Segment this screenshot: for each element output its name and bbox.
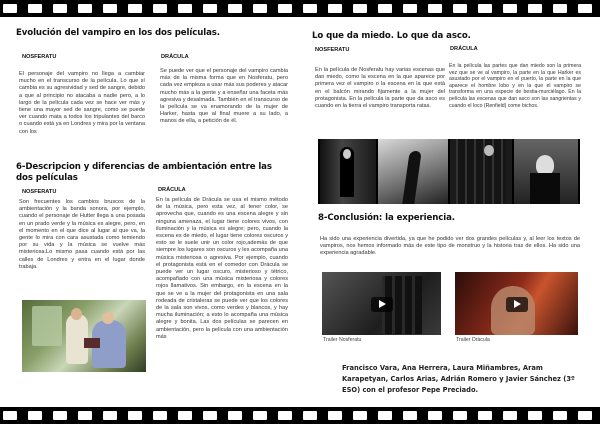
film-hole	[578, 4, 592, 13]
video-trailer-nosferatu[interactable]	[322, 272, 441, 335]
film-hole	[278, 411, 292, 420]
play-icon[interactable]	[506, 297, 528, 312]
film-hole	[128, 4, 142, 13]
film-hole	[353, 4, 367, 13]
nosferatu-still-3	[450, 139, 512, 204]
section-title-miedo: Lo que da miedo. Lo que da asco.	[312, 31, 471, 41]
film-hole	[203, 411, 217, 420]
dracula-scene-photo	[22, 300, 146, 372]
film-holes	[3, 411, 600, 420]
film-holes	[3, 4, 600, 13]
film-hole	[53, 411, 67, 420]
nosferatu-evolucion-text: El personaje del vampiro no llega a cambiar mucho en el transcurso de la película. Lo que sí cambia es su agresividad y sed de sangre, debido a que al principio no atacaba a nadie pero, a lo largo de la película cada vez se hace ver más y tiene una mayor sed de sangre, como se puede ver cuando mata a todos los tripulantes del barco o cuando está ya en Londres y mira por la ventana con los	[19, 71, 145, 135]
video-trailer-dracula[interactable]	[455, 272, 578, 335]
film-hole	[403, 4, 417, 13]
film-hole	[78, 411, 92, 420]
film-hole	[428, 4, 442, 13]
film-hole	[128, 411, 142, 420]
nosferatu-still-1	[320, 139, 376, 204]
film-hole	[203, 4, 217, 13]
film-stills-strip	[318, 139, 580, 204]
play-icon[interactable]	[371, 297, 393, 312]
film-hole	[78, 4, 92, 13]
dracula-miedo-text: En la película las partes que dan miedo son la primera vez que se ve al vampiro, la parte en la que Harker es asustado por el vampiro en el puerto, la parte en la que aparece el hombre lobo y en la que el vampiro se transforma en una especie de bestia-murciélago. En la película las escenas que dan asco son las sangrientas y cuando el loco (Renfield) come bichos.	[449, 63, 581, 109]
dracula-ambientacion-text: En la película de Drácula se usa el mismo método de la música, pero esta vez, al tener color, se aprovecha que, cuando es una escena alegre y sin ninguna amenaza, el lugar tiene colores vivos, con iluminación y la música es alegre; pero, cuando la escena es de miedo, el lugar tiene colores oscuros y esto se le suele unir un color rojo,además de que siempre los lugares son oscuros y les acompaña una música misteriosa o agresiva. Por ejemplo, cuando el protagonista está en el comedor con Drácula se puede ver un lugar oscuro, misterioso y tétrico, acompañado con una música misteriosa y colores rojos llamativos. Sin embargo, en la escena en la que se ve a la mujer del protagonista en una sala rodeada de cristaleras se puede ver que los colores de la sala son vivos, como verdes y blancos, y hay mucha iluminación; a esto lo acompaña una música alegre y bonita. Las dos películas se parecen en ambientación, pero la película con una ambientación más	[156, 197, 288, 340]
film-strip-bottom	[0, 407, 600, 424]
film-hole	[328, 411, 342, 420]
film-hole	[28, 4, 42, 13]
film-hole	[328, 4, 342, 13]
film-strip-top	[0, 0, 600, 17]
film-hole	[103, 4, 117, 13]
dracula-evolucion-text: Se puede ver que el personaje del vampiro cambia más de la misma forma que en Nosferatu, pero cada vez empieza a usar más sus poderes y atacar mucho más a la gente y a enseñar una faceta más agresiva y desalmada. También en el transcurso de la película se va enamorando de la mujer de Harker, hasta que al final muere a su lado, a manos de ella, a petición de él.	[160, 68, 288, 125]
film-hole	[353, 411, 367, 420]
left-column	[14, 17, 298, 407]
film-hole	[3, 4, 17, 13]
film-hole	[303, 4, 317, 13]
film-hole	[103, 411, 117, 420]
authors-credit: Francisco Vara, Ana Herrera, Laura Miñambres, Aram Karapetyan, Carlos Arias, Adrián Romero y Javier Sánchez (3º ESO) con el profesor Pepe Preciado.	[342, 364, 575, 394]
film-hole	[453, 4, 467, 13]
label-dracula-2: DRÁCULA	[158, 187, 186, 193]
section-title-conclusion: 8-Conclusión: la experiencia.	[318, 213, 455, 223]
film-hole	[153, 411, 167, 420]
label-nosferatu: NOSFERATU	[22, 54, 57, 60]
film-hole	[228, 411, 242, 420]
label-dracula-3: DRÁCULA	[450, 46, 478, 52]
film-hole	[178, 411, 192, 420]
film-hole	[303, 411, 317, 420]
film-hole	[3, 411, 17, 420]
label-dracula: DRÁCULA	[161, 54, 189, 60]
nosferatu-ambientacion-text: Son frecuentes los cambios bruscos de la ambientación y la banda sonora, por ejemplo, cuando el personaje de Hutter llega a una posada en un prado verde y la música es alegre, pero, en el momento en el que dice al lugar al que va, la gente lo mira con cara asustada como temiendo por su vida y la música se vuelve más misteriosa.Lo mismo pasa cuando está por las calles de Londres y entra en el lugar donde trabaja.	[19, 199, 145, 270]
film-hole	[478, 4, 492, 13]
caption-trailer-dracula: Trailer Drácula	[456, 337, 490, 343]
film-hole	[503, 4, 517, 13]
film-hole	[528, 4, 542, 13]
nosferatu-still-4	[514, 139, 578, 204]
caption-trailer-nosferatu: Trailer Nosferatu	[323, 337, 362, 343]
label-nosferatu-2: NOSFERATU	[22, 189, 57, 195]
section-title-evolucion: Evolución del vampiro en los dos películas.	[16, 28, 220, 38]
film-hole	[253, 411, 267, 420]
film-hole	[403, 411, 417, 420]
film-hole	[478, 411, 492, 420]
film-hole	[278, 4, 292, 13]
film-hole	[153, 4, 167, 13]
film-hole	[28, 411, 42, 420]
film-hole	[378, 4, 392, 13]
film-hole	[503, 411, 517, 420]
label-nosferatu-3: NOSFERATU	[315, 47, 350, 53]
film-hole	[253, 4, 267, 13]
nosferatu-miedo-text: En la película de Nosferatu hay varias escenas que dan miedo, como la escena en la que aparece por primera vez el vampiro o la escena en la que está en el balcón mirando fijamente a la mujer del protagonista. En la película la parte que da asco es cuando en la tierra el vampiro transporta ratas.	[315, 67, 445, 110]
conclusion-text: Ha sido una experiencia divertida, ya que he podido ver dos grandes películas y, al leer los textos de vampiros, nos hemos informado más de este tipo de monstruo y la historia tras de ellos. Ha sido una experiencia agradable.	[320, 236, 580, 257]
film-hole	[553, 4, 567, 13]
film-hole	[178, 4, 192, 13]
film-hole	[553, 411, 567, 420]
film-hole	[53, 4, 67, 13]
right-column	[310, 17, 590, 407]
nosferatu-still-2	[378, 139, 448, 204]
section-title-ambientacion: 6-Descripcion y diferencias de ambientación entre las dos películas	[16, 162, 272, 183]
film-hole	[428, 411, 442, 420]
film-hole	[228, 4, 242, 13]
document-page	[0, 17, 600, 407]
film-hole	[453, 411, 467, 420]
film-hole	[528, 411, 542, 420]
film-hole	[378, 411, 392, 420]
film-hole	[578, 411, 592, 420]
